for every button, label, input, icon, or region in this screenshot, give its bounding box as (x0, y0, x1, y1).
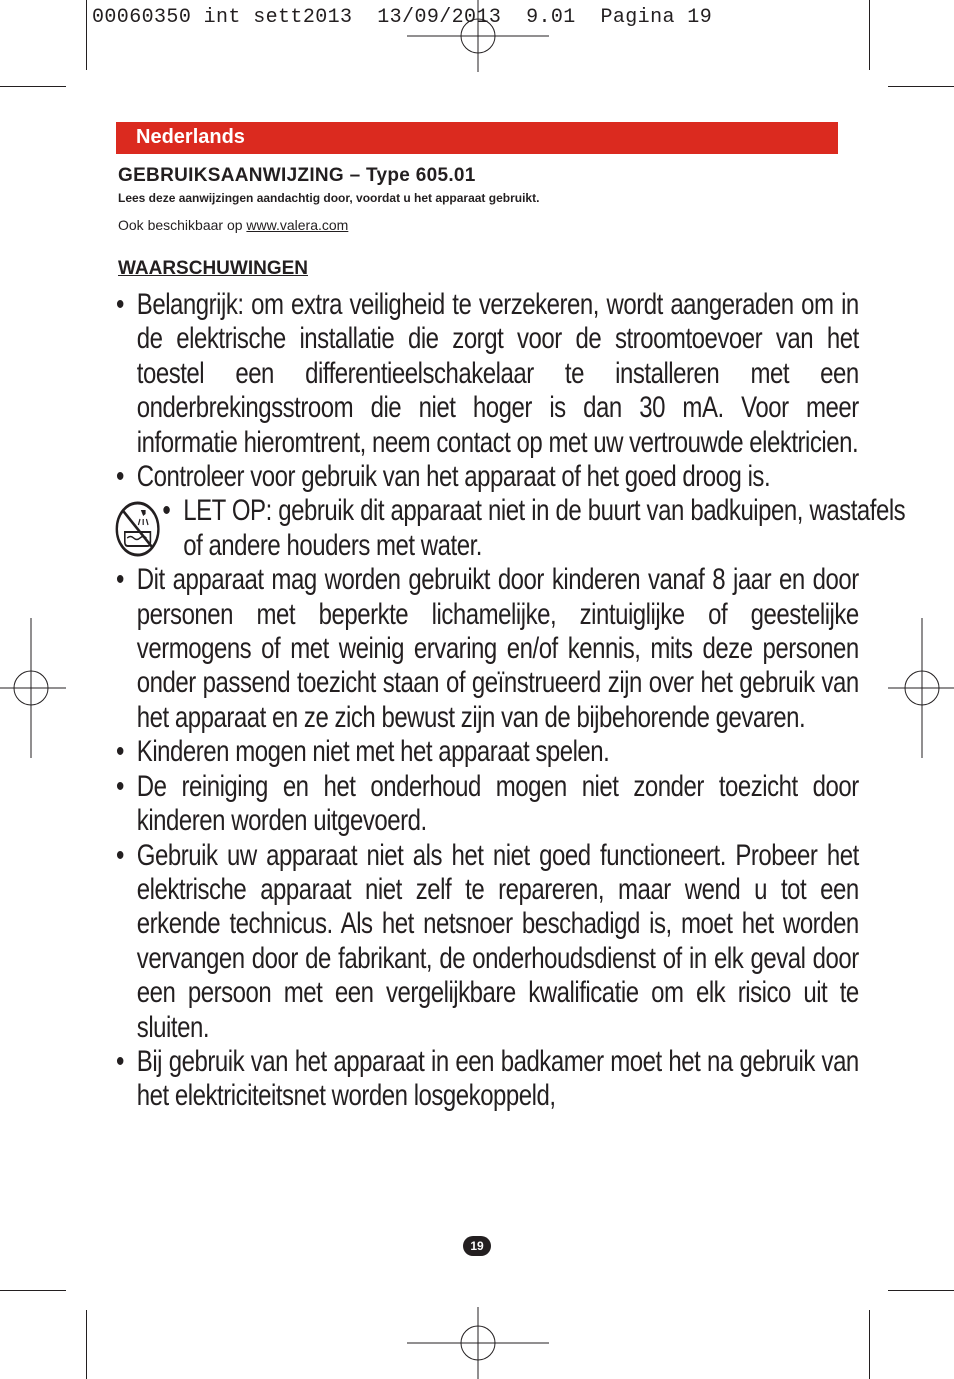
warning-item (116, 839, 859, 1045)
warning-text: Bij gebruik van het apparaat in een badkamer moet het na gebruik van het elektriciteitsnet worden losgekoppeld, (136, 1044, 859, 1113)
warning-item (116, 735, 859, 769)
warning-item (116, 770, 859, 839)
bullet: • (116, 460, 124, 494)
warning-text: De reiniging en het onderhoud mogen niet zonder toezicht door kinderen worden uitgevoerd. (136, 769, 859, 838)
warning-item-with-icon (116, 494, 905, 563)
bullet: • (116, 769, 124, 803)
bullet: • (116, 735, 124, 769)
language-header-bar (116, 122, 838, 154)
warnings-list (116, 288, 906, 1114)
document-subtitle: Lees deze aanwijzingen aandachtig door, voordat u het apparaat gebruikt. (118, 191, 540, 205)
warning-text: Belangrijk: om extra veiligheid te verzekeren, wordt aangeraden om in de elektrische installatie die zorgt voor de stroomtoevoer van het toestel een differentieelschakelaar te installeren met een onderbrekingsstroom die niet hoger is dan 30 mA. Voor meer informatie hieromtrent, neem contact op met uw vertrouwde elektricien. (136, 288, 859, 459)
no-water-near-bathtub-icon (114, 500, 160, 558)
print-slug-line: 00060350 int sett2013 13/09/2013 9.01 Pagina 19 (92, 6, 713, 29)
registration-mark-bottom (407, 1307, 549, 1379)
bullet: • (116, 288, 124, 321)
warning-text: Kinderen mogen niet met het apparaat spelen. (136, 735, 610, 769)
website-link[interactable]: www.valera.com (246, 217, 349, 233)
crop-mark (869, 0, 870, 70)
warning-text: LET OP: gebruik dit apparaat niet in de buurt van badkuipen, wastafels of andere houders met water. (183, 494, 906, 562)
warning-text: Dit apparaat mag worden gebruikt door kinderen vanaf 8 jaar en door personen met beperkte lichamelijke, zintuiglijke of geestelijke vermogens of met weinig ervaring en/of kennis, mits deze personen onder passend toezicht staan of geïnstrueerd zijn over het gebruik van het apparaat en ze zich bewust zijn van de bijbehorende gevaren. (136, 563, 859, 734)
warning-item (116, 460, 859, 494)
language-label: Nederlands (136, 126, 245, 148)
crop-mark (86, 1310, 87, 1379)
warning-item (116, 288, 859, 460)
document-title: GEBRUIKSAANWIJZING – Type 605.01 (118, 165, 476, 186)
crop-mark (86, 0, 87, 70)
registration-mark-left (0, 618, 66, 758)
warnings-heading: WAARSCHUWINGEN (118, 258, 308, 279)
crop-mark (888, 1290, 954, 1291)
bullet: • (116, 563, 124, 597)
registration-mark-right (888, 618, 954, 758)
page-number: 19 (463, 1236, 491, 1256)
warning-text: Gebruik uw apparaat niet als het niet goed functioneert. Probeer het elektrische apparaat niet zelf te repareren, maar wend u tot een erkende technicus. Als het netsnoer beschadigd is, moet het worden vervangen door de fabrikant, de onderhoudsdienst of in elk geval door een persoon met een vergelijkbare kwalificatie om elk risico uit te sluiten. (136, 838, 859, 1044)
bullet: • (162, 494, 171, 528)
warning-item (116, 563, 859, 735)
crop-mark (0, 1290, 66, 1291)
crop-mark (869, 1310, 870, 1379)
crop-mark (0, 86, 66, 87)
bullet: • (116, 1044, 124, 1078)
registration-mark-top (407, 0, 549, 72)
warning-item (116, 1045, 859, 1114)
crop-mark (888, 86, 954, 87)
warning-text: Controleer voor gebruik van het apparaat of het goed droog is. (136, 460, 771, 494)
bullet: • (116, 838, 124, 872)
availability-prefix: Ook beschikbaar op (118, 217, 247, 233)
availability-line (118, 217, 348, 233)
